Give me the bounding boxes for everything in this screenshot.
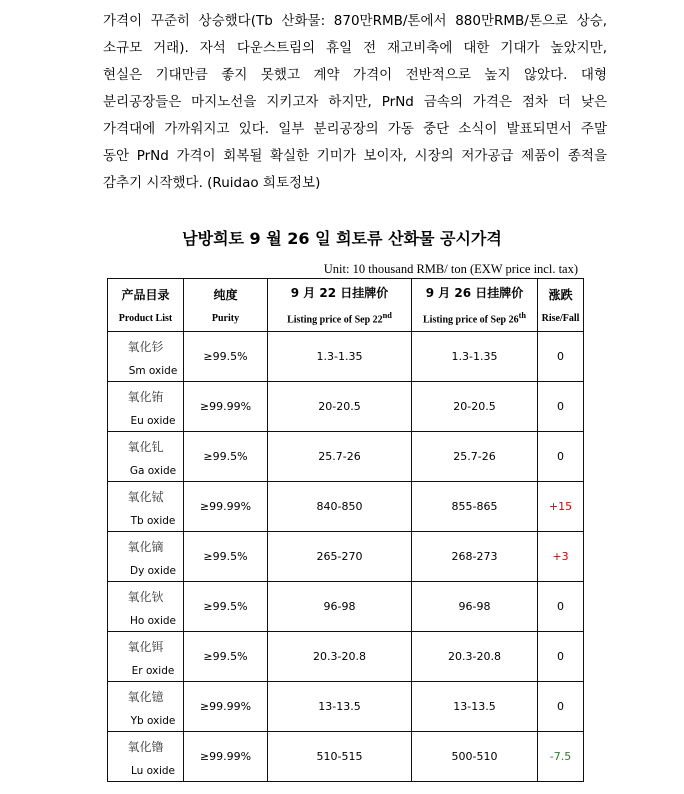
cell-purity: ≥99.5% bbox=[184, 582, 268, 632]
cell-purity: ≥99.99% bbox=[184, 482, 268, 532]
cell-change: 0 bbox=[538, 432, 584, 482]
cell-product: 氧化钐 Sm oxide bbox=[108, 332, 184, 382]
table-row bbox=[108, 682, 584, 732]
cell-sep26-price: 96-98 bbox=[412, 582, 538, 632]
paragraph-line: 가격이 꾸준히 상승했다(Tb 산화물: 870만RMB/톤에서 880만RMB/톤으로 상승, bbox=[103, 13, 607, 29]
table-header-row bbox=[108, 279, 584, 332]
cell-purity: ≥99.99% bbox=[184, 682, 268, 732]
cell-change: 0 bbox=[538, 582, 584, 632]
cell-sep26-price: 20-20.5 bbox=[412, 382, 538, 432]
header-sep26: 9 月 26 日挂牌价 Listing price of Sep 26th bbox=[412, 279, 538, 332]
header-purity: 纯度 Purity bbox=[184, 279, 268, 332]
cell-sep22-price: 1.3-1.35 bbox=[268, 332, 412, 382]
cell-product: 氧化镱 Yb oxide bbox=[108, 682, 184, 732]
cell-purity: ≥99.99% bbox=[184, 732, 268, 782]
cell-purity: ≥99.5% bbox=[184, 632, 268, 682]
table-row bbox=[108, 382, 584, 432]
table-row bbox=[108, 432, 584, 482]
cell-product: 氧化镝 Dy oxide bbox=[108, 532, 184, 582]
paragraph-line: 현실은 기대만큼 좋지 못했고 계약 가격이 전반적으로 높지 않았다. 대형 bbox=[103, 67, 607, 83]
cell-purity: ≥99.5% bbox=[184, 332, 268, 382]
cell-sep22-price: 25.7-26 bbox=[268, 432, 412, 482]
header-sep22: 9 月 22 日挂牌价 Listing price of Sep 22nd bbox=[268, 279, 412, 332]
cell-product: 氧化钆 Ga oxide bbox=[108, 432, 184, 482]
article-paragraph bbox=[103, 8, 607, 197]
cell-change: +15 bbox=[538, 482, 584, 532]
cell-change: 0 bbox=[538, 682, 584, 732]
cell-sep26-price: 1.3-1.35 bbox=[412, 332, 538, 382]
cell-product: 氧化镥 Lu oxide bbox=[108, 732, 184, 782]
cell-purity: ≥99.99% bbox=[184, 382, 268, 432]
cell-product: 氧化铒 Er oxide bbox=[108, 632, 184, 682]
cell-sep22-price: 20-20.5 bbox=[268, 382, 412, 432]
cell-sep22-price: 840-850 bbox=[268, 482, 412, 532]
paragraph-line: 분리공장들은 마지노선을 지키고자 하지만, PrNd 금속의 가격은 점차 더 낮은 bbox=[103, 94, 607, 110]
table-row bbox=[108, 482, 584, 532]
paragraph-line: 소규모 거래). 자석 다운스트림의 휴일 전 재고비축에 대한 기대가 높았지만, bbox=[103, 40, 607, 56]
cell-sep26-price: 13-13.5 bbox=[412, 682, 538, 732]
cell-product: 氧化钬 Ho oxide bbox=[108, 582, 184, 632]
cell-sep22-price: 13-13.5 bbox=[268, 682, 412, 732]
table-row bbox=[108, 532, 584, 582]
cell-sep26-price: 20.3-20.8 bbox=[412, 632, 538, 682]
table-title: 남방희토 9 월 26 일 희토류 산화물 공시가격 bbox=[182, 229, 502, 248]
paragraph-line: 감추기 시작했다. (Ruidao 희토정보) bbox=[103, 175, 321, 191]
table-row bbox=[108, 582, 584, 632]
table-row bbox=[108, 332, 584, 382]
table-row bbox=[108, 632, 584, 682]
cell-change: 0 bbox=[538, 632, 584, 682]
cell-change: -7.5 bbox=[538, 732, 584, 782]
cell-sep26-price: 25.7-26 bbox=[412, 432, 538, 482]
cell-sep22-price: 96-98 bbox=[268, 582, 412, 632]
cell-sep22-price: 20.3-20.8 bbox=[268, 632, 412, 682]
header-change: 涨跌 Rise/Fall bbox=[538, 279, 584, 332]
paragraph-line: 동안 PrNd 가격이 회복될 확실한 기미가 보이자, 시장의 저가공급 제품이 종적을 bbox=[103, 148, 607, 164]
cell-purity: ≥99.5% bbox=[184, 532, 268, 582]
cell-sep22-price: 265-270 bbox=[268, 532, 412, 582]
cell-change: 0 bbox=[538, 332, 584, 382]
header-product: 产品目录 Product List bbox=[108, 279, 184, 332]
price-table bbox=[107, 278, 584, 782]
cell-change: +3 bbox=[538, 532, 584, 582]
unit-note: Unit: 10 thousand RMB/ ton (EXW price incl. tax) bbox=[323, 262, 578, 276]
cell-purity: ≥99.5% bbox=[184, 432, 268, 482]
cell-product: 氧化铽 Tb oxide bbox=[108, 482, 184, 532]
paragraph-line: 가격대에 가까워지고 있다. 일부 분리공장의 가동 중단 소식이 발표되면서 주말 bbox=[103, 121, 607, 137]
cell-sep22-price: 510-515 bbox=[268, 732, 412, 782]
cell-sep26-price: 500-510 bbox=[412, 732, 538, 782]
cell-change: 0 bbox=[538, 382, 584, 432]
cell-sep26-price: 268-273 bbox=[412, 532, 538, 582]
table-row bbox=[108, 732, 584, 782]
cell-sep26-price: 855-865 bbox=[412, 482, 538, 532]
cell-product: 氧化铕 Eu oxide bbox=[108, 382, 184, 432]
